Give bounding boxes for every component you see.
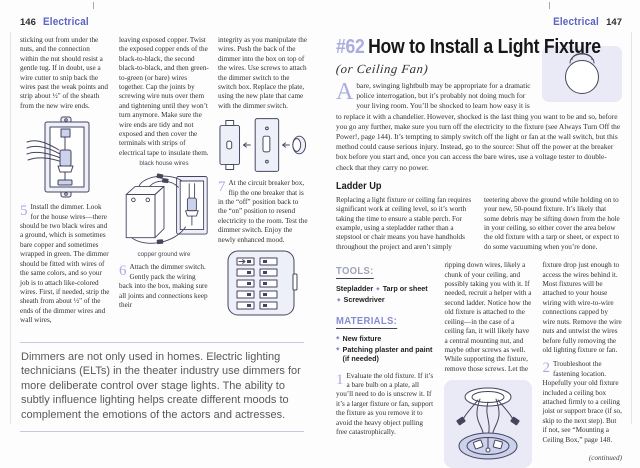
tool-item: Screwdriver xyxy=(343,294,385,304)
ladder-up-columns xyxy=(336,196,622,252)
step-text: Install the dimmer. Look for the house wires—there should be two black wires and a ground, which is sometimes bare copper and sometimes wrapped in green. The dimmer should be fitted with wires of the same colors, and so your job is to attach like-colored wires. First, if needed, strip the sheath from about ½" of the ends of the dimmer wires and wall wires, xyxy=(20,203,110,325)
ladder-column-2: teetering above the ground while holding on to your new, 50-pound fixture. It’s likely that some debris may be sifting down from the hole in your ceiling, so either cover the area below the old fixture with a tarp or sheet, or expect to do some vacuuming when you’re done. xyxy=(484,195,620,251)
drop-cap: A xyxy=(336,79,354,105)
body-paragraph: fixture drop just enough to access the wires behind it. Most fixtures will be attached to your house wiring with wire-to-wire connections capped by wire nuts. Remove the wire nuts and untwist the wires before fully removing the old lighting fixture or fan. xyxy=(542,261,622,354)
step-7 xyxy=(218,179,308,245)
page-edge-left xyxy=(10,32,11,424)
continued-note: (continued) xyxy=(588,453,622,462)
materials-heading: MATERIALS: xyxy=(336,315,398,328)
chapter-label: Electrical xyxy=(42,16,89,28)
step-6 xyxy=(119,263,209,310)
step-5 xyxy=(20,203,110,325)
step-number: 2 xyxy=(542,360,550,377)
article-number: #62 xyxy=(336,36,365,58)
material-item-row xyxy=(336,334,434,343)
dimmer-switch-illustration xyxy=(119,169,209,247)
bullet-icon: ◆ xyxy=(336,336,340,342)
intro-text: bare, swinging lightbulb may be appropriate for a dramatic police interrogation, but it’s probably not doing much for your living room. You’ll be shocked to learn how easy it is to replace it with a chandelier. However, shocked is the last thing you want to be and so, before you go any further, make sure you turn off the electricity to the fixture (see Always Turn Off the Power!, page 144). It’s tempting to simply switch off the light or fan at the wall switch, but this method could cause serious injury. Instead, go to the source: Shut off the power at the breaker box before you start and, once you can access the bare wires, use a voltage tester to double-check that they carry no power. xyxy=(336,81,621,172)
breaker-box-illustration xyxy=(218,250,308,318)
wire-label-ground: copper ground wire xyxy=(137,251,191,259)
page-header-right xyxy=(336,16,622,28)
middle-text-column xyxy=(444,261,532,468)
article-title-text: How to Install a Light Fixture xyxy=(368,36,601,58)
step-text: Attach the dimmer switch. Gently pack the wiring back into the box, making sure all joints and connections keep their xyxy=(119,263,208,309)
registration-mark xyxy=(93,2,94,9)
body-paragraph: ripping down wires, likely a chunk of your ceiling, and possibly taking you with it. If needed, recruit a helper with a second ladder. Notice how the old fixture is attached to the ceiling—in the case of a ceiling fan, it will likely have a central mounting nut, and maybe other screws as well. While supporting the fixture, remove those screws. Let the xyxy=(444,261,532,373)
intro-section xyxy=(336,62,622,173)
switch-plate-exploded-illustration xyxy=(218,116,308,174)
step-1 xyxy=(336,372,434,438)
separator-icon: ◆ xyxy=(376,287,380,293)
material-item-row xyxy=(336,345,434,364)
wall-box-illustration xyxy=(20,116,110,198)
step-number: 7 xyxy=(218,179,226,196)
tool-item: Tarp or sheet xyxy=(382,284,428,294)
step-number: 1 xyxy=(336,371,344,388)
tool-item: Stepladder xyxy=(336,284,374,294)
material-item: New fixture xyxy=(342,334,382,344)
step-text: Troubleshoot the fastening location. Hopefully your old fixture included a ceiling box attached firmly to a ceiling joist or support brace (if so, skip to the next step). But if not, see “Mounting a Ceiling Box,” page 148. xyxy=(542,360,622,444)
section-heading-ladder-up: Ladder Up xyxy=(336,180,382,192)
sidebar-callout: Dimmers are not only used in homes. Electric lighting technicians (ELTs) in the theater industry use dimmers for more deliberate control over stage lights. The ability to subtly influence lighting helps create different moods to complement the emotions of the actors and actresses. xyxy=(20,342,304,432)
left-page-columns xyxy=(20,36,308,326)
ladder-column-1: Replacing a light fixture or ceiling fan requires significant work at ceiling level, so it’s worth taking the time to ensure a stable perch. For example, using a stepladder rather than a stepstool or chair means you have handholds throughout the project and aren’t simply xyxy=(336,195,472,251)
left-column-3 xyxy=(218,36,308,326)
left-column-2 xyxy=(119,36,209,326)
page-146 xyxy=(20,16,308,448)
article-subtitle: (or Ceiling Fan) xyxy=(335,62,430,76)
separator-icon: ◆ xyxy=(337,297,341,303)
bottom-columns xyxy=(336,261,622,468)
tools-list xyxy=(336,284,434,305)
material-item: Patching plaster and paint (if needed) xyxy=(342,344,433,364)
tools-heading: TOOLS: xyxy=(336,265,374,278)
step-number: 6 xyxy=(119,263,127,280)
page-header-left xyxy=(20,16,308,28)
body-paragraph: integrity as you manipulate the wires. Push the back of the dimmer into the box on top of the wires. Use screws to attach the dimmer switch to the switch box. Replace the plate, using the new plate that came with the dimmer switch. xyxy=(218,36,308,110)
body-paragraph: leaving exposed copper. Twist the exposed copper ends of the black-to-black, the second black-to-black, and then green-to-green (or bare) wires together. Cap the joints by screwing wire nuts over them and tightening until they won’t turn anymore. Make sure the wire ends are tidy and not exposed and then cover the terminals with strips of electrical tape to insulate them. xyxy=(119,36,209,157)
step-2 xyxy=(542,360,622,445)
page-number: 146 xyxy=(20,17,36,28)
bullet-icon: ◆ xyxy=(336,346,340,352)
chapter-label: Electrical xyxy=(553,16,600,28)
step-text: At the circuit breaker box, flip the one breaker that is in the “off” position back to the “on” position to resend electricity to the room. Test the dimmer switch. Enjoy the newly enhanced mood. xyxy=(218,179,308,244)
right-text-column xyxy=(542,261,622,468)
left-column-1 xyxy=(20,36,110,326)
registration-mark xyxy=(549,2,550,9)
wire-label-black: black house wires xyxy=(139,160,189,168)
page-147 xyxy=(336,16,622,468)
step-number: 5 xyxy=(20,203,28,220)
tools-materials-column xyxy=(336,261,434,468)
page-edge-right xyxy=(631,32,632,424)
article-title xyxy=(336,36,622,59)
body-paragraph: sticking out from under the nuts, and the connection within the nut should resist a gentle tug. If in doubt, use a wire cutter to snip back the wires past the weak points and strip about ½" of the sheath from the new wire ends. xyxy=(20,36,109,110)
step-text: Evaluate the old fixture. If it’s a bare bulb on a plate, all you’ll need to do is unscrew it. If it’s a larger fixture or fan, support the fixture as you remove it to avoid the heavy object pulling free catastrophically. xyxy=(336,371,434,437)
page-number: 147 xyxy=(606,17,622,28)
